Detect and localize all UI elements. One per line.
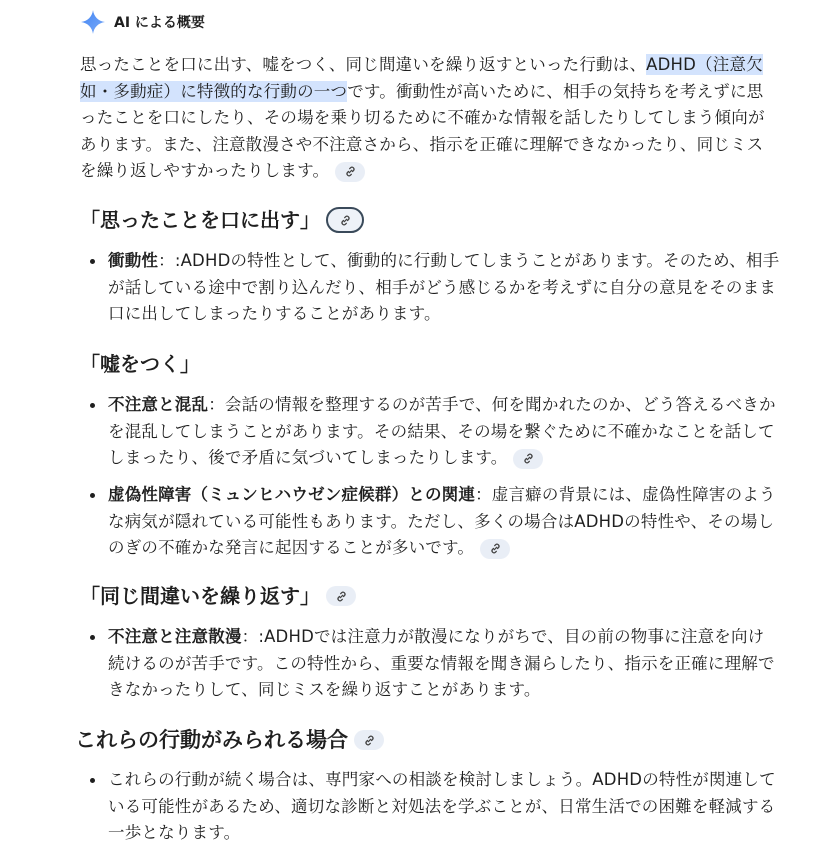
list-item-term: 不注意と混乱 (108, 395, 209, 414)
list-item-sep: ： (158, 251, 175, 270)
list-item-term: 虚偽性障害（ミュンヒハウゼン症候群）との関連 (108, 485, 476, 504)
source-link-button[interactable] (480, 539, 510, 559)
bullet-dot (90, 259, 95, 264)
intro-pre: 思ったことを口に出す、嘘をつく、同じ間違いを繰り返すといった行動は、 (80, 55, 647, 74)
link-icon (335, 590, 348, 603)
list-item-body: 会話の情報を整理するのが苦手で、何を聞かれたのか、どう答えるべきかを混乱してしまうことがあります。その結果、その場を繋ぐために不確かなことを話してしまったり、後で矛盾に気づいてしまったりします。 (108, 395, 776, 467)
section-heading-1 (80, 206, 364, 234)
link-icon (339, 214, 352, 227)
list-item-sep: ： (241, 627, 259, 646)
bullet-dot (90, 778, 95, 783)
bullet-dot (90, 635, 95, 640)
list-item (90, 624, 780, 704)
list-item (90, 248, 780, 328)
list-item-sep: ： (208, 395, 225, 414)
section-heading-2 (80, 350, 200, 378)
link-icon (522, 452, 535, 465)
section-heading-4-text: これらの行動がみられる場合 (75, 728, 348, 752)
intro-highlight: ADHD（注意欠如・多動症）に特徴的な行動の一つ (80, 55, 763, 101)
link-icon (344, 165, 357, 178)
list-item-term: 不注意と注意散漫 (108, 627, 242, 646)
list-item-body: これらの行動が続く場合は、専門家への相談を検討しましょう。ADHDの特性が関連している可能性があるため、適切な診断と対処法を学ぶことが、日常生活での困難を軽減する一歩となります。 (108, 770, 776, 842)
section-heading-3 (80, 582, 356, 610)
list-item-text (108, 248, 780, 328)
link-icon (489, 542, 502, 555)
section-heading-3-text: 「同じ間違いを繰り返す」 (80, 584, 320, 608)
section-heading-4 (75, 726, 384, 754)
source-link-button[interactable] (354, 730, 384, 750)
section-heading-2-text: 「嘘をつく」 (80, 352, 200, 376)
intro-paragraph (80, 52, 770, 185)
bullet-dot (90, 493, 95, 498)
list-item-text (108, 624, 780, 704)
list-item-text (108, 482, 780, 562)
list-item-body: 虚言癖の背景には、虚偽性障害のような病気が隠れている可能性もあります。ただし、多くの場合はADHDの特性や、その場しのぎの不確かな発言に起因することが多いです。 (108, 485, 776, 557)
source-link-button[interactable] (335, 162, 365, 182)
list-item-body: :ADHDでは注意力が散漫になりがちで、目の前の物事に注意を向け続けるのが苦手です。この特性から、重要な情報を聞き漏らしたり、指示を正確に理解できなかったりして、同じミスを繰り返すことがあります。 (108, 627, 775, 699)
list-item-text (108, 392, 780, 472)
list-item-body: :ADHDの特性として、衝動的に行動してしまうことがあります。そのため、相手が話している途中で割り込んだり、相手がどう感じるかを考えずに自分の意見をそのまま口に出してしまったりすることがあります。 (108, 251, 780, 323)
section-heading-1-text: 「思ったことを口に出す」 (80, 208, 320, 232)
source-link-button[interactable] (326, 586, 356, 606)
link-icon (363, 734, 376, 747)
ai-overview-title: AI による概要 (114, 15, 205, 31)
intro-post: です。衝動性が高いために、相手の気持ちを考えずに思ったことを口にしたり、その場を乗り切るために不確かな情報を話したりしてしまう傾向があります。また、注意散漫さや不注意さから、指示を正確に理解できなかったり、同じミスを繰り返しやすかったりします。 (80, 81, 765, 180)
list-item (90, 392, 780, 472)
sparkle-icon (80, 9, 106, 35)
ai-overview-header (80, 8, 205, 36)
source-link-button[interactable] (513, 449, 543, 469)
list-item (90, 482, 780, 562)
list-item-text (108, 767, 780, 847)
list-item-term: 衝動性 (108, 251, 159, 270)
source-link-button[interactable] (326, 207, 364, 233)
list-item (90, 767, 780, 847)
bullet-dot (90, 403, 95, 408)
list-item-sep: ： (475, 485, 492, 504)
